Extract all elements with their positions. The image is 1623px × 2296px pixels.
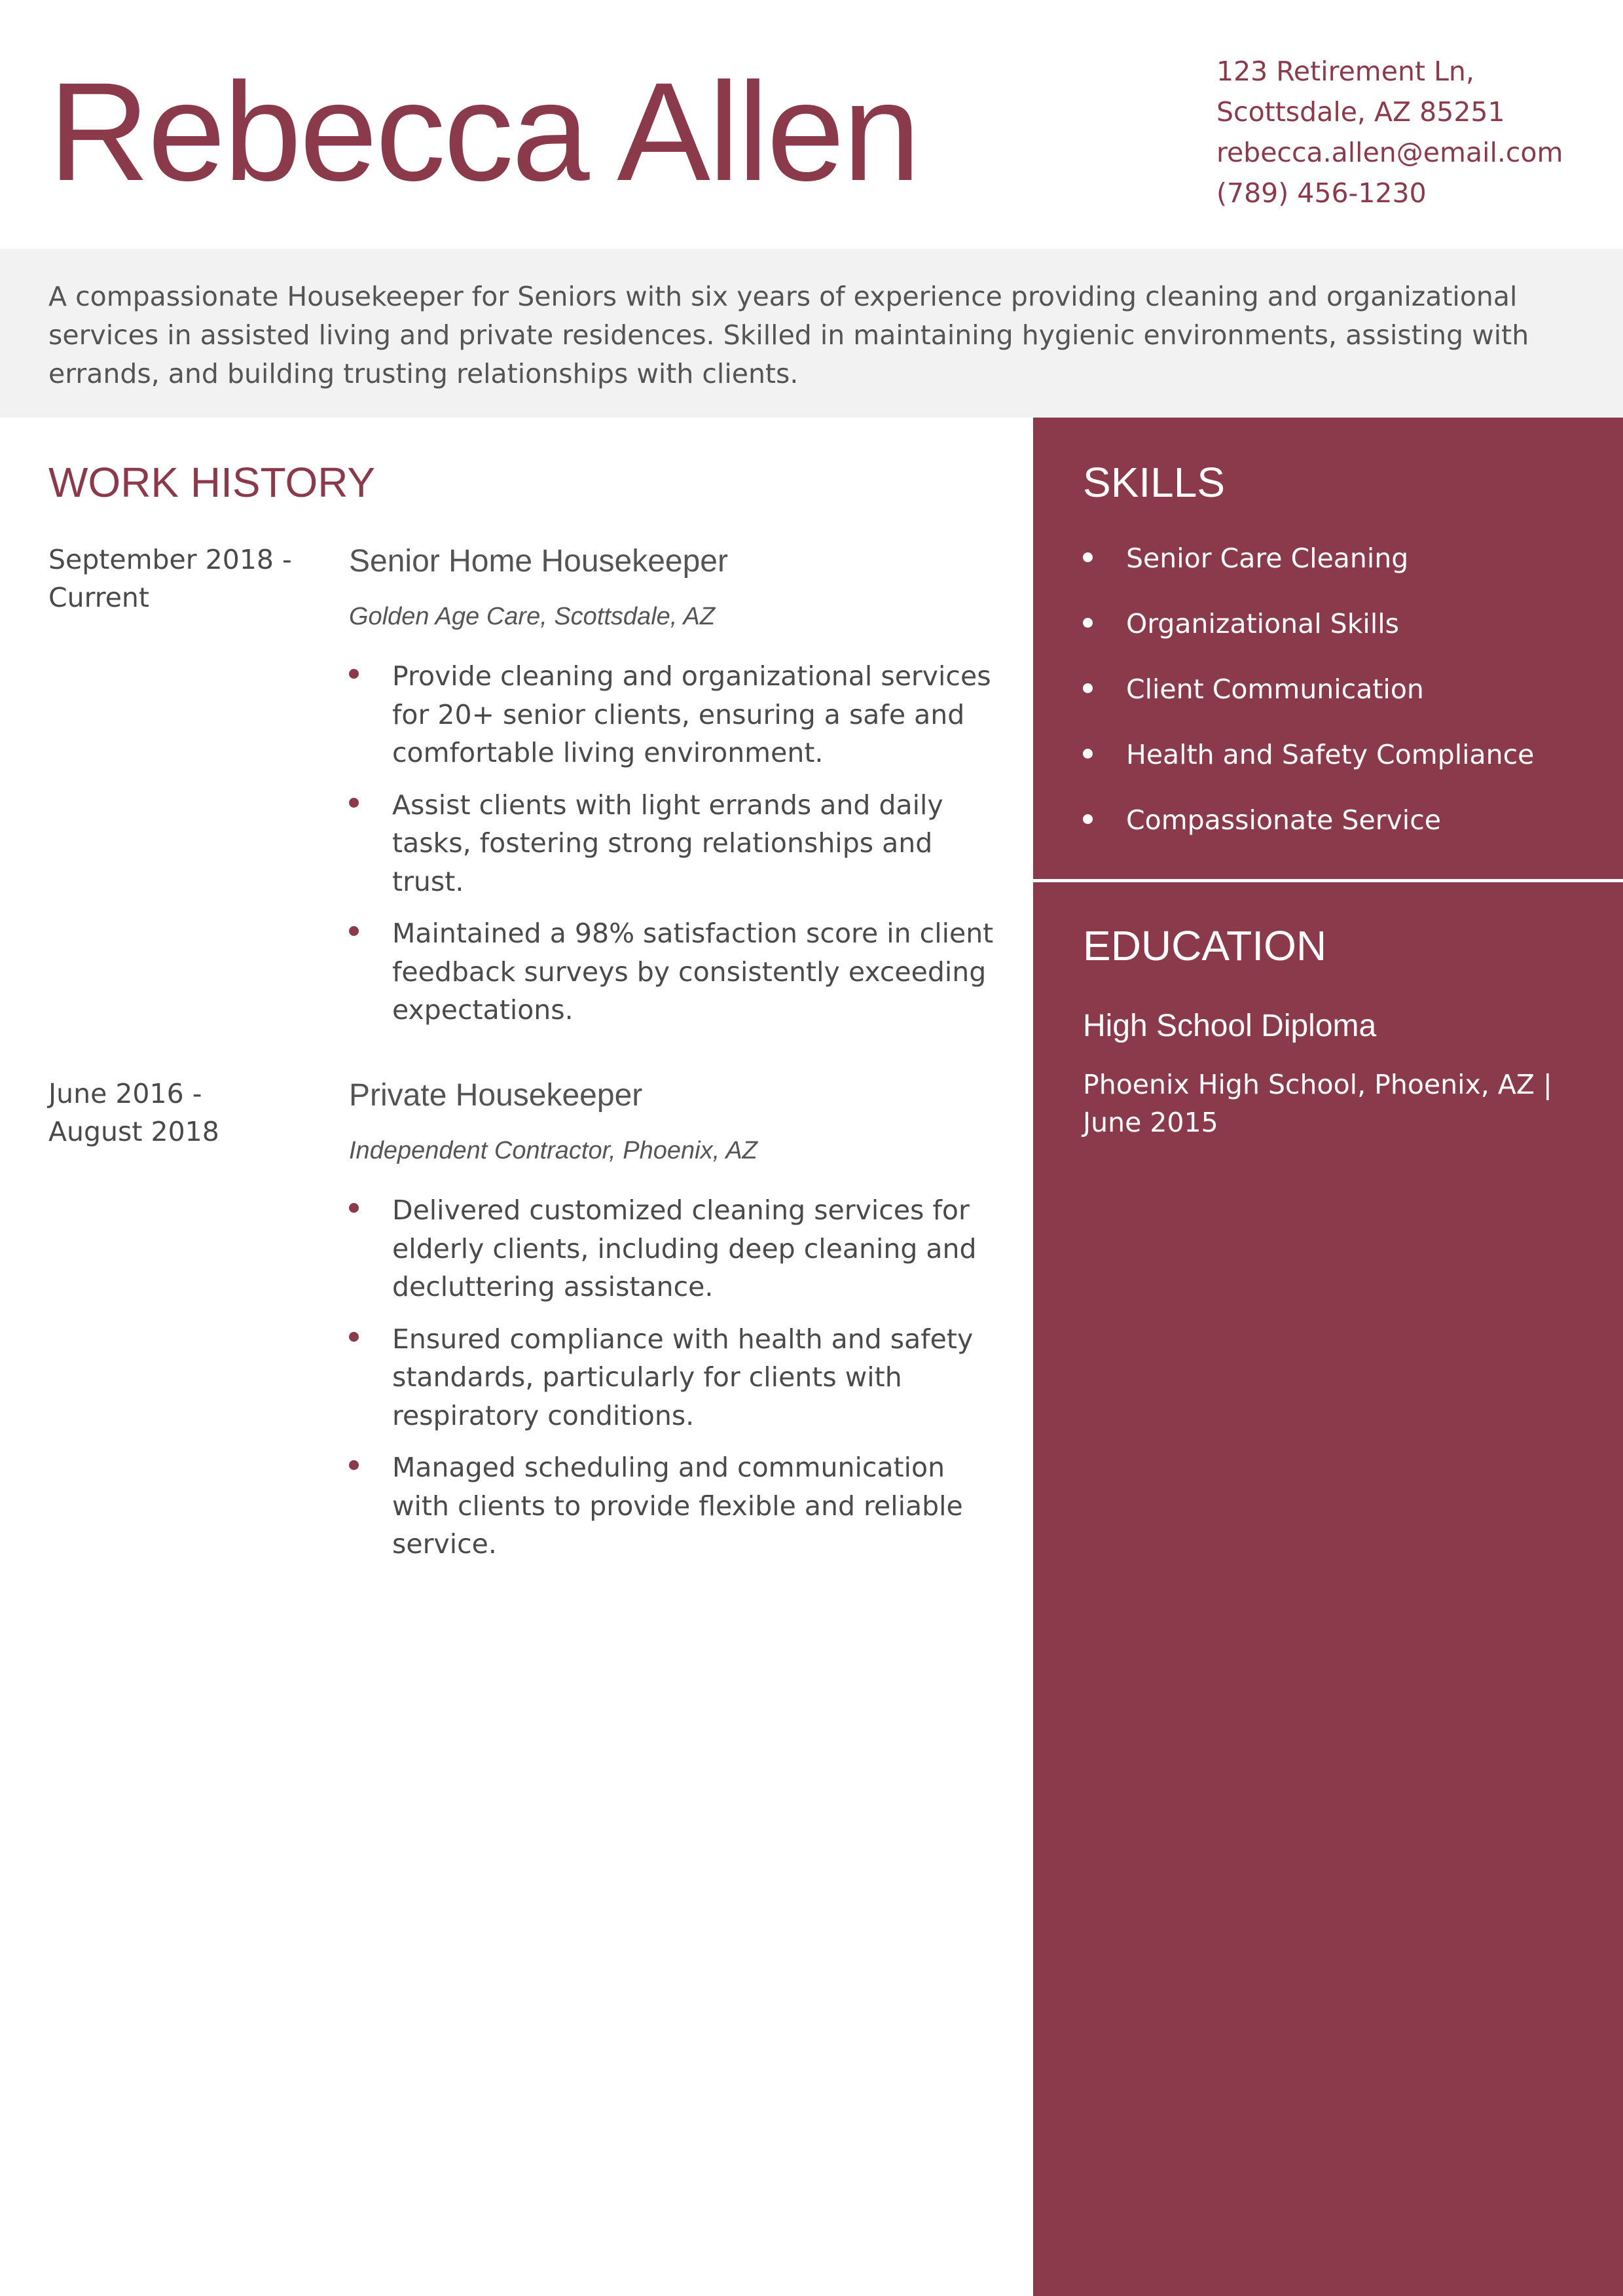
- job-bullets: [349, 657, 1004, 1043]
- email: rebecca.allen@email.com: [1216, 137, 1563, 168]
- address-line-2: Scottsdale, AZ 85251: [1216, 96, 1505, 128]
- work-history-heading: WORK HISTORY: [48, 459, 376, 506]
- skill-item: Senior Care Cleaning: [1083, 542, 1534, 607]
- sidebar-divider: [1033, 879, 1623, 882]
- job-dates: [48, 541, 323, 617]
- skill-item: Client Communication: [1083, 673, 1534, 738]
- phone: (789) 456-1230: [1216, 177, 1427, 209]
- job-company: Golden Age Care, Scottsdale, AZ: [349, 603, 716, 630]
- skills-list: [1083, 542, 1534, 869]
- summary-text: A compassionate Housekeeper for Seniors with six years of experience providing cleaning and organizational services in assisted living and private residences. Skilled in maintaining hygienic environments, assisting with errands, and building trusting relationships with clients.: [48, 281, 1529, 389]
- job-end-date: Current: [48, 582, 149, 613]
- job-title: Private Housekeeper: [349, 1078, 643, 1113]
- job-bullets: [349, 1191, 1004, 1577]
- job-bullet: Maintained a 98% satisfaction score in client feedback surveys by consistently exceeding expectations.: [349, 914, 1004, 1030]
- job-bullet: Provide cleaning and organizational services for 20+ senior clients, ensuring a safe and comfortable living environment.: [349, 657, 1004, 772]
- job-end-date: August 2018: [48, 1116, 219, 1147]
- job-company: Independent Contractor, Phoenix, AZ: [349, 1137, 757, 1164]
- resume-header: [0, 0, 1623, 249]
- job-bullet: Assist clients with light errands and daily tasks, fostering strong relationships and trust.: [349, 786, 1004, 901]
- job-start-date: September 2018 -: [48, 544, 292, 575]
- job-start-date: June 2016 -: [48, 1078, 202, 1109]
- education-school: Phoenix High School, Phoenix, AZ | June 2015: [1083, 1069, 1552, 1138]
- address-line-1: 123 Retirement Ln,: [1216, 56, 1474, 87]
- job-bullet: Ensured compliance with health and safety standards, particularly for clients with respiratory conditions.: [349, 1320, 1004, 1435]
- job-title: Senior Home Housekeeper: [349, 544, 728, 579]
- education-degree: High School Diploma: [1083, 1009, 1377, 1043]
- candidate-name: Rebecca Allen: [48, 54, 919, 210]
- skill-item: Organizational Skills: [1083, 607, 1534, 673]
- skills-heading: SKILLS: [1083, 459, 1226, 506]
- job-bullet: Delivered customized cleaning services for elderly clients, including deep cleaning and decluttering assistance.: [349, 1191, 1004, 1306]
- skill-item: Compassionate Service: [1083, 804, 1534, 869]
- summary-section: [0, 249, 1623, 418]
- contact-info: [1216, 51, 1563, 213]
- skill-item: Health and Safety Compliance: [1083, 738, 1534, 804]
- job-dates: [48, 1075, 323, 1151]
- education-heading: EDUCATION: [1083, 922, 1327, 969]
- job-bullet: Managed scheduling and communication with clients to provide flexible and reliable service.: [349, 1448, 1004, 1564]
